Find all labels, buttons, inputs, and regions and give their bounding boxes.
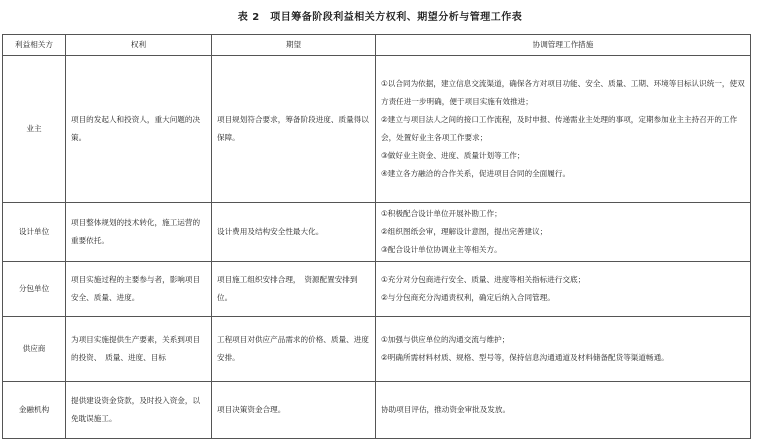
measure-item: ④建立各方融洽的合作关系，促进项目合同的全面履行。 — [381, 169, 571, 178]
expectations-cell: 工程项目对供应产品需求的价格、质量、进度安排。 — [212, 317, 376, 382]
table-row — [3, 203, 751, 262]
measure-item: ③配合设计单位协调业主等相关方。 — [381, 245, 502, 254]
measure-item: ③做好业主资金、进度、质量计划等工作； — [381, 151, 525, 160]
table-row — [3, 262, 751, 317]
rights-cell: 项目的发起人和投资人，重大问题的决策。 — [66, 56, 212, 203]
rights-cell: 提供建设资金贷款，及时投入资金，以免耽误施工。 — [66, 382, 212, 439]
measures-cell — [376, 317, 751, 382]
party-cell: 设计单位 — [3, 203, 66, 262]
party-cell: 供应商 — [3, 317, 66, 382]
measures-cell — [376, 203, 751, 262]
header-measures: 协调管理工作措施 — [376, 35, 751, 56]
rights-cell: 项目整体规划的技术转化，施工运营的重要依托。 — [66, 203, 212, 262]
measure-item: ②明确所需材料材质、规格、型号等，保持信息沟通通道及材料储备配货等渠道畅通。 — [381, 353, 669, 362]
header-expectations: 期望 — [212, 35, 376, 56]
measure-item: ①积极配合设计单位开展补勘工作； — [381, 209, 502, 218]
measure-item: ①以合同为依据，建立信息交流渠道，确保各方对项目功能、安全、质量、工期、环境等目标认识统一，使双方责任进一步明确，便于项目实施有效推进； — [381, 79, 745, 106]
rights-cell: 为项目实施提供生产要素，关系到项目的投资、 质量、进度、目标 — [66, 317, 212, 382]
table-row — [3, 382, 751, 439]
rights-cell: 项目实施过程的主要参与者，影响项目安全、质量、进度。 — [66, 262, 212, 317]
header-party: 利益相关方 — [3, 35, 66, 56]
measure-item: ②组织图纸会审，理解设计意图，提出完善建议； — [381, 227, 548, 236]
measures-cell — [376, 56, 751, 203]
measure-item: ①充分对分包商进行安全、质量、进度等相关指标进行交底； — [381, 275, 586, 284]
measure-item: ②与分包商充分沟通责权利，确定后纳入合同管理。 — [381, 293, 555, 302]
table-title: 表 2 项目筹备阶段利益相关方权利、期望分析与管理工作表 — [237, 12, 523, 23]
table-row — [3, 317, 751, 382]
expectations-cell: 设计费用及结构安全性最大化。 — [212, 203, 376, 262]
expectations-cell: 项目规划符合要求，筹备阶段进度、质量得以保障。 — [212, 56, 376, 203]
party-cell: 业主 — [3, 56, 66, 203]
party-cell: 分包单位 — [3, 262, 66, 317]
measure-item: ①加强与供应单位的沟通交流与维护； — [381, 335, 510, 344]
table-row — [3, 56, 751, 203]
expectations-cell: 项目决策资金合理。 — [212, 382, 376, 439]
header-row — [3, 35, 751, 56]
expectations-cell: 项目施工组织安排合理， 资源配置安排到位。 — [212, 262, 376, 317]
header-rights: 权利 — [66, 35, 212, 56]
party-cell: 金融机构 — [3, 382, 66, 439]
measures-cell — [376, 382, 751, 439]
measure-item: ②建立与项目法人之间的接口工作流程，及时申报、传递需业主处理的事项，定期参加业主主持召开的工作会，处置好业主各项工作要求； — [381, 115, 738, 142]
measures-cell — [376, 262, 751, 317]
measure-item: 协助项目评估，推动资金审批及发放。 — [381, 405, 511, 414]
stakeholder-table — [2, 34, 751, 439]
